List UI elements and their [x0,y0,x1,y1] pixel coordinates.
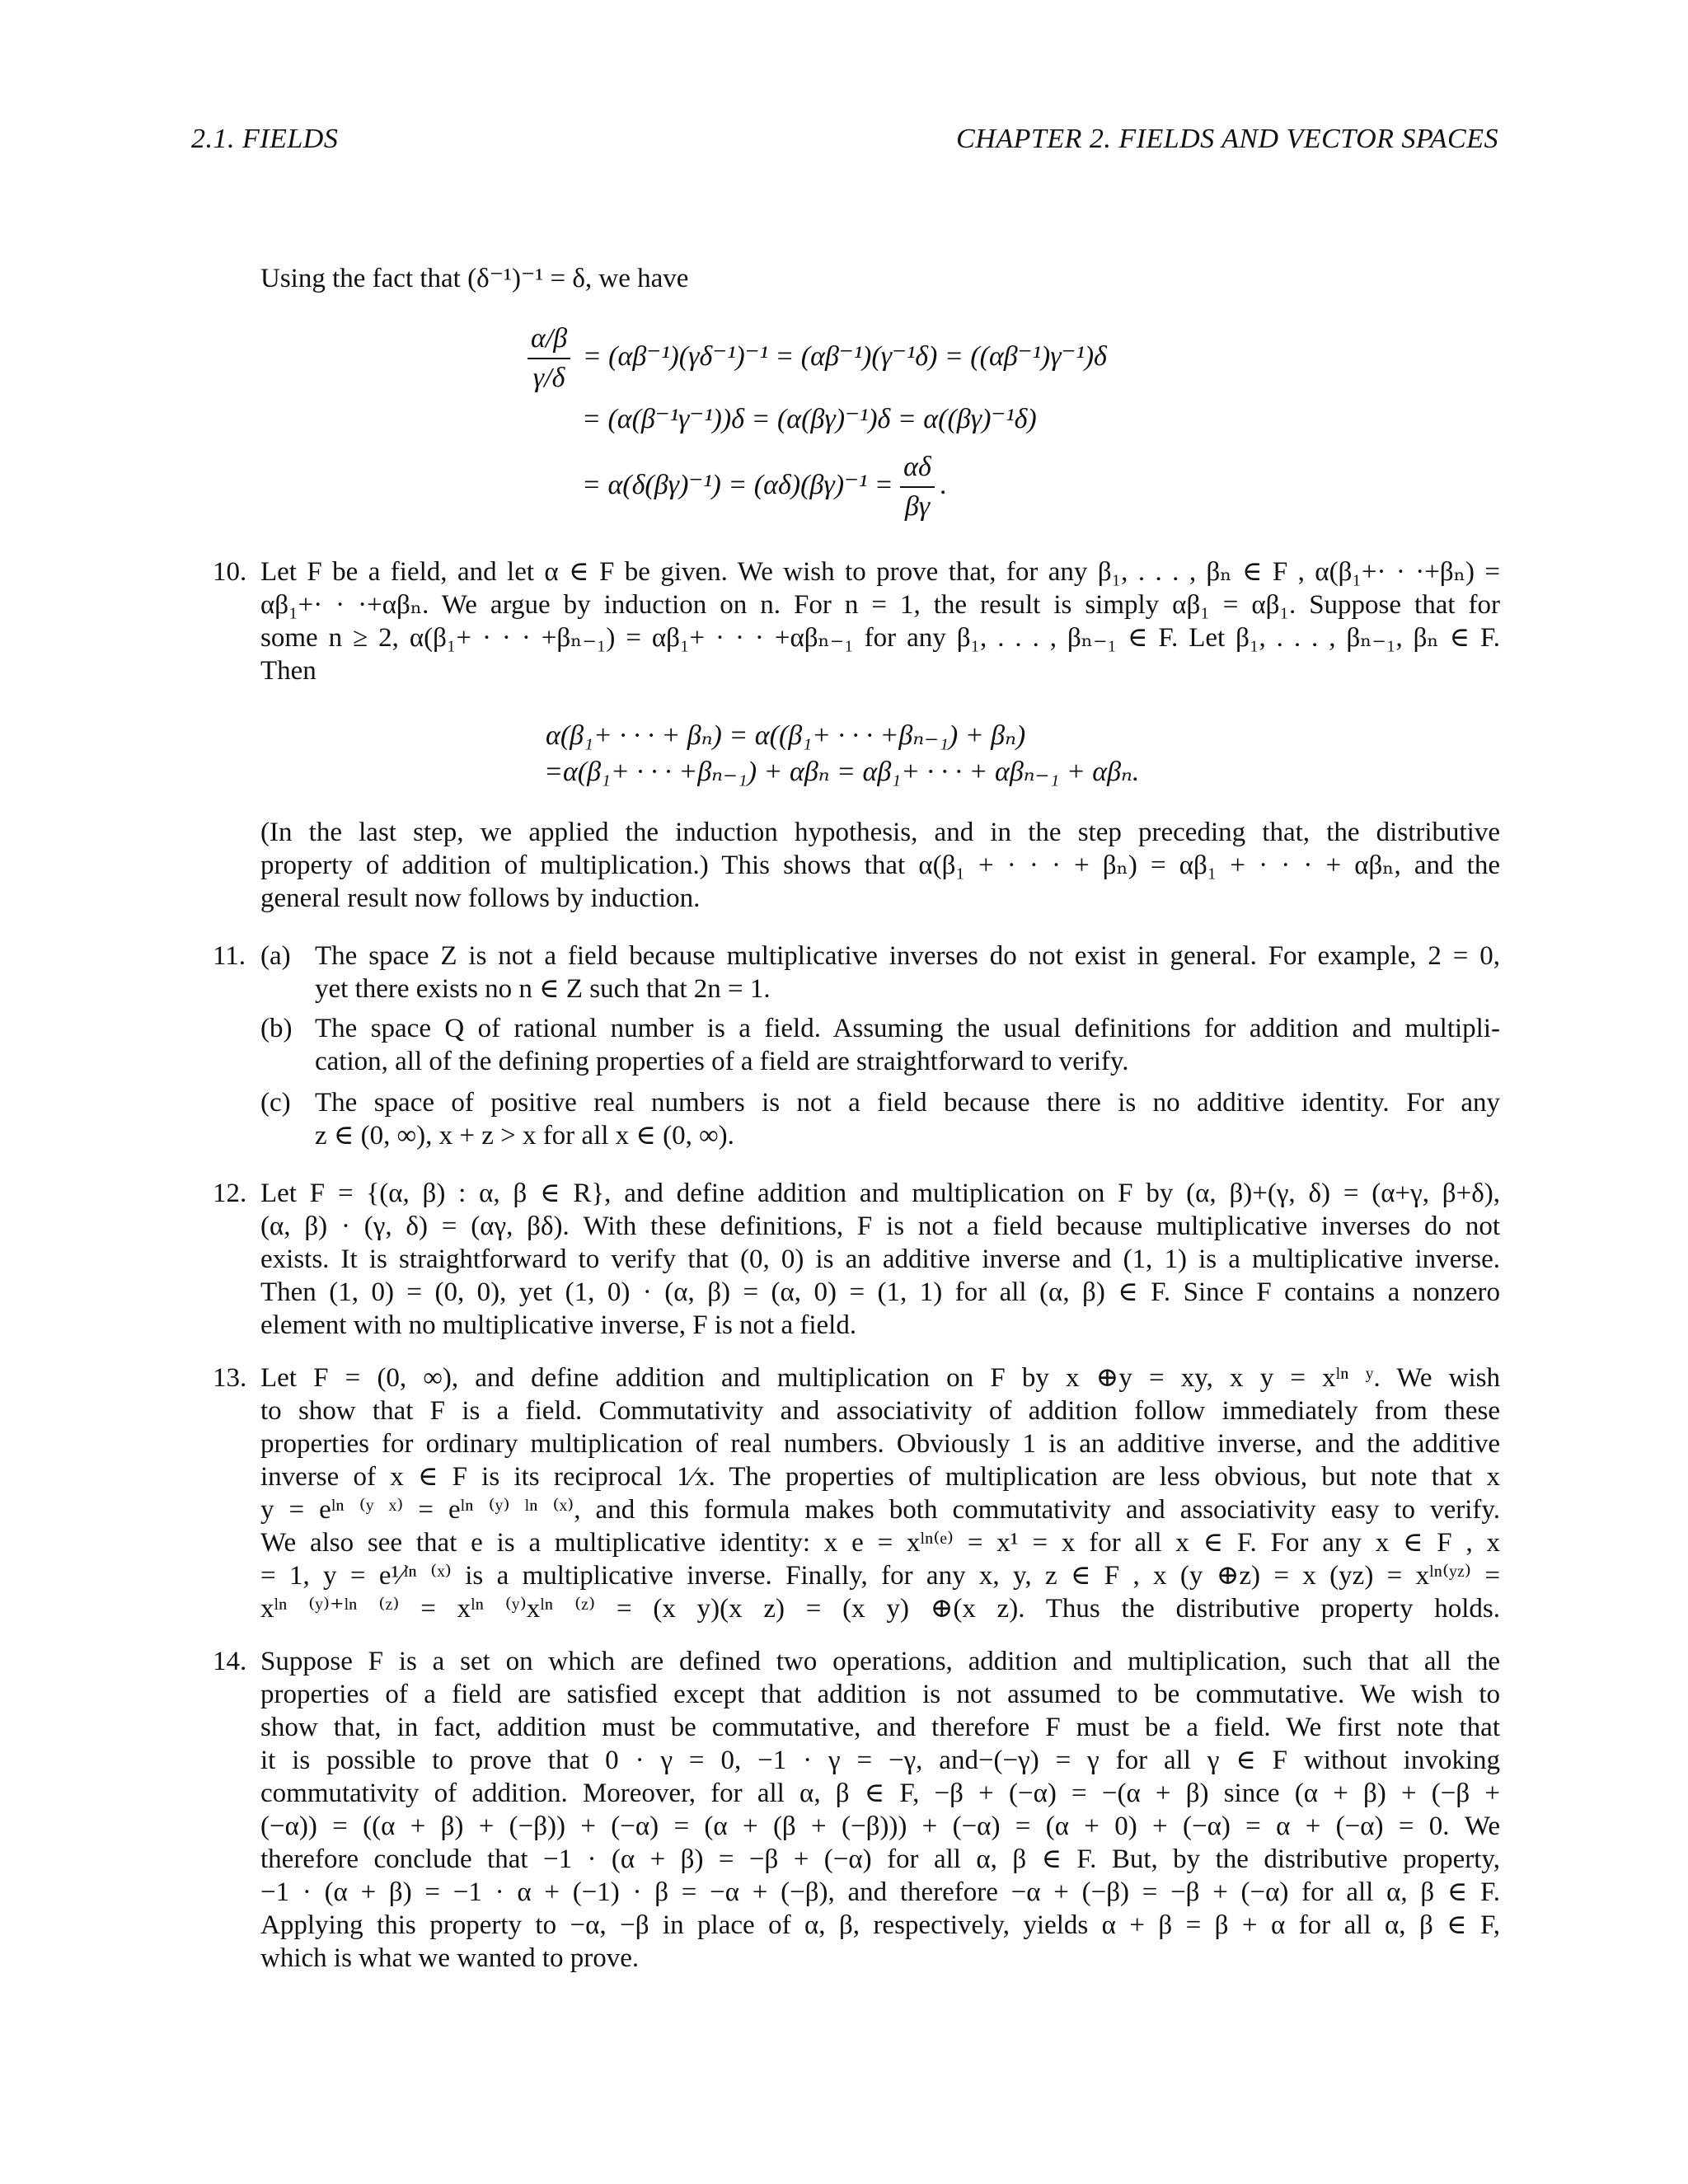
part-label: (b) [260,1014,293,1043]
exercise-10-line-3: some n ≥ 2, α(β₁+ · · · +βₙ₋₁) = αβ₁+ · · · +αβₙ₋₁ for any β₁, . . . , βₙ₋₁ ∈ F. Let β₁, . . . , βₙ₋₁, βₙ ∈ F. [260,623,1500,653]
period: . [939,469,947,500]
fraction-denominator: γ/δ [532,363,565,393]
running-header-section: 2.1. FIELDS [191,124,339,154]
equation-block-1 [528,323,1107,394]
fraction-alpha-delta-over-beta-gamma [900,452,935,523]
exercise-10-equation-line-1: α(β₁+ · · · + βₙ) = α((β₁+ · · · +βₙ₋₁) + βₙ) [546,720,1026,751]
exercise-10 [213,555,1500,687]
equation-line-3: = α(δ(βγ)⁻¹) = (αδ)(βγ)⁻¹ = [582,469,893,500]
running-header-chapter: CHAPTER 2. FIELDS AND VECTOR SPACES [956,124,1498,154]
exercise-number: 14. [213,1647,247,1676]
fraction-numerator: α/β [528,323,570,359]
exercise-number: 12. [213,1179,247,1208]
equation-line-2: = (α(β⁻¹γ⁻¹))δ = (α(βγ)⁻¹)δ = α((βγ)⁻¹δ) [582,404,1037,434]
exercise-number: 13. [213,1363,247,1393]
exercise-14: 14. Suppose F is a set on which are defined two operations, addition and multiplication, such that all the properties of a field are satisfied except that addition is not assumed to be commutative. We wish to show that, in fact, addition must be commutative, and therefore F must be a field. We first note that it is possible to prove that 0 · γ = 0, −1 · γ = −γ, and−(−γ) = γ for all γ ∈ F without invoking commutativity of addition. Moreover, for all α, β ∈ F, −β + (−α) = −(α + β) since (α + β) + (−β + (−α)) = ((α + β) + (−β)) + (−α) = (α + (β + (−β))) + (−α) = (α + 0) + (−α) = α + (−α) = 0. We therefore conclude that −1 · (α + β) = −β + (−α) for all α, β ∈ F. But, by the distributive property, −1 · (α + β) = −1 · α + (−1) · β = −α + (−β), and therefore −α + (−β) = −β + (−α) for all α, β ∈ F. Applying this property to −α, −β in place of α, β, respectively, yields α + β = β + α for all α, β ∈ F, which is what we wanted to prove. [213,1647,1501,1973]
fraction-alpha-beta-over-gamma-delta [528,323,570,394]
equation-line-3-wrap [582,452,946,523]
part-label: (c) [260,1088,291,1118]
exercise-10-equation-line-2: =α(β₁+ · · · +βₙ₋₁) + αβₙ = αβ₁+ · · · + αβₙ₋₁ + αβₙ. [544,757,1140,787]
exercise-10-line-1: Let F be a field, and let α ∈ F be given. We wish to prove that, for any β₁, . . . , βₙ ∈ F , α(β₁+· · ·+βₙ) = [260,557,1500,587]
part-label: (a) [260,941,291,971]
exercise-10-line-2: αβ₁+· · ·+αβₙ. We argue by induction on n. For n = 1, the result is simply αβ₁ = αβ₁. Suppose that for [260,590,1500,620]
exercise-number: 11. [213,941,246,971]
exercise-number: 10. [213,557,247,587]
exercise-10-line-4: Then [260,656,316,686]
fraction-numerator: αδ [900,452,935,488]
exercise-10-conclusion: (In the last step, we applied the induction hypothesis, and in the step preceding that, the distributive property of addition of multiplication.) This shows that α(β₁ + · · · + βₙ) = αβ₁ + · · · + αβₙ, and the general result now follows by induction. [260,818,1500,913]
fraction-denominator: βγ [904,491,931,522]
exercise-11: 11. (a) The space Z is not a field because multiplicative inverses do not exist in general. For example, 2 = 0, yet there exists no n ∈ Z such that 2n = 1. (b) The space Q of rational number is a field. Assuming the usual definitions for addition and multipli- cation, all of the defining properties of a field are straightforward to verify. (c) The space of positive real numbers is not a field because there is no additive identity. For any z ∈ (0, ∞), x + z > x for all x ∈ (0, ∞). [213,941,1500,1151]
exercise-12: 12. Let F = {(α, β) : α, β ∈ R}, and define addition and multiplication on F by (α, β)+(γ, δ) = (α+γ, β+δ), (α, β) · (γ, δ) = (αγ, βδ). With these definitions, F is not a field because multiplicative inverses do not exists. It is straightforward to verify that (0, 0) is an additive inverse and (1, 1) is a multiplicative inverse. Then (1, 0) = (0, 0), yet (1, 0) · (α, β) = (α, 0) = (1, 1) for all (α, β) ∈ F. Since F contains a nonzero element with no multiplicative inverse, F is not a field. [213,1179,1500,1340]
equation-line-1: = (αβ⁻¹)(γδ⁻¹)⁻¹ = (αβ⁻¹)(γ⁻¹δ) = ((αβ⁻¹)γ⁻¹)δ [582,340,1107,372]
exercise-13: 13. Let F = (0, ∞), and define addition and multiplication on F by x ⊕y = xy, x y = xˡⁿ ʸ. We wish to show that F is a field. Commutativity and associativity of addition follow immediately from these properties for ordinary multiplication of real numbers. Obviously 1 is an additive inverse, and the additive inverse of x ∈ F is its reciprocal 1⁄x. The properties of multiplication are less obvious, but note that x y = eˡⁿ ⁽ʸ ˣ⁾ = eˡⁿ ⁽ʸ⁾ ˡⁿ ⁽ˣ⁾, and this formula makes both commutativity and associativity easy to verify. We also see that e is a multiplicative identity: x e = xˡⁿ⁽ᵉ⁾ = x¹ = x for all x ∈ F. For any x ∈ F , x = 1, y = e¹⁄ˡⁿ ⁽ˣ⁾ is a multiplicative inverse. Finally, for any x, y, z ∈ F , x (y ⊕z) = x (yz) = xˡⁿ⁽ʸᶻ⁾ = xˡⁿ ⁽ʸ⁾⁺ˡⁿ ⁽ᶻ⁾ = xˡⁿ ⁽ʸ⁾xˡⁿ ⁽ᶻ⁾ = (x y)(x z) = (x y) ⊕(x z). Thus the distributive property holds. [213,1363,1500,1624]
intro-text: Using the fact that (δ⁻¹)⁻¹ = δ, we have [260,264,689,293]
